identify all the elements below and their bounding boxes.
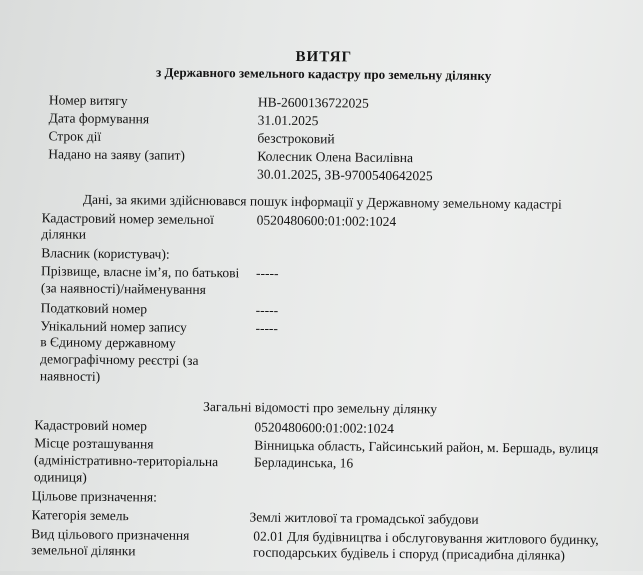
- registry-label-line4: наявності): [39, 368, 101, 384]
- search-cadastral-label-line1: Кадастровий номер земельної: [41, 210, 215, 228]
- validity-row: [2, 128, 643, 147]
- tax-number-value: -----: [255, 302, 279, 318]
- owner-name-row: [0, 263, 643, 281]
- location-value-line1: Вінницька область, Гайсинський район, м. Бершадь, вулиця: [254, 437, 599, 457]
- tax-number-label: Податковий номер: [40, 300, 148, 317]
- location-label-line1: Місце розташування: [34, 435, 154, 452]
- owner-label: Власник (користувач):: [41, 245, 170, 262]
- category-label: Категорія земель: [31, 507, 129, 524]
- general-section-title: Загальні відомості про земельну ділянку: [203, 398, 438, 417]
- tax-number-row: [0, 300, 643, 318]
- purpose-label: Цільове призначення:: [31, 488, 158, 505]
- extract-number-label: Номер витягу: [48, 92, 128, 109]
- request-date-row: [1, 164, 643, 184]
- extract-number-row: [2, 92, 643, 111]
- validity-label: Строк дії: [48, 128, 102, 144]
- search-cadastral-value: 0520480600:01:002:1024: [256, 212, 397, 230]
- extract-number-value: НВ-2600136722025: [257, 94, 369, 111]
- registry-value: -----: [255, 320, 279, 336]
- location-label-line3: одиниця): [33, 469, 87, 485]
- use-type-label-line1: Вид цільового призначення: [31, 526, 190, 543]
- request-date-value: 30.01.2025, ЗВ-9700540642025: [257, 166, 433, 184]
- use-type-label-line2: земельної ділянки: [31, 542, 136, 559]
- location-value-line2: Берладинська, 16: [254, 454, 354, 471]
- category-row: [0, 507, 641, 527]
- registry-row: [0, 318, 643, 336]
- use-type-value-line1: 02.01 Для будівництва і обслуговування житлового будинку,: [253, 528, 599, 548]
- request-applicant-value: Колесник Олена Василівна: [257, 148, 414, 166]
- owner-name-label-line2: (за наявності)/найменування: [40, 280, 206, 298]
- request-label: Надано на заяву (запит): [48, 146, 185, 163]
- general-cadastral-value: 0520480600:01:002:1024: [254, 419, 395, 436]
- use-type-row: [0, 526, 640, 548]
- document-subtitle: з Державного земельного кадастру про земельну ділянку: [155, 64, 492, 83]
- general-cadastral-label: Кадастровий номер: [34, 417, 147, 434]
- validity-value: безстроковий: [257, 130, 335, 147]
- owner-name-label-line1: Прізвище, власне ім’я, по батькові: [41, 263, 240, 281]
- formation-date-value: 31.01.2025: [257, 112, 319, 129]
- registry-label-line3: демографічному реєстрі (за: [40, 351, 199, 368]
- registry-label-line1: Унікальний номер запису: [40, 318, 187, 335]
- formation-date-row: [2, 110, 643, 129]
- registry-label-line2: в Єдиному державному: [40, 334, 176, 351]
- request-row: [1, 146, 643, 166]
- registry-row-4: [0, 368, 642, 384]
- location-label-line2: (адміністративно-територіальна: [34, 452, 219, 470]
- document-title: ВИТЯГ: [295, 48, 353, 66]
- registry-row-3: [0, 351, 642, 368]
- owner-name-row-2: [0, 280, 643, 298]
- category-value: Землі житлової та громадської забудови: [249, 509, 479, 527]
- owner-row: [0, 245, 643, 262]
- location-row: [0, 435, 641, 457]
- registry-row-2: [0, 334, 642, 351]
- owner-name-value: -----: [255, 265, 279, 281]
- formation-date-label: Дата формування: [48, 110, 150, 127]
- use-type-value-line2: господарських будівель і споруд (присадибна ділянка): [253, 544, 566, 563]
- search-cadastral-label-line2: ділянки: [41, 226, 87, 242]
- purpose-row: [0, 488, 641, 505]
- search-section-title: Дані, за якими здійснювався пошук інформації у Державному земельному кадастрі: [82, 191, 562, 212]
